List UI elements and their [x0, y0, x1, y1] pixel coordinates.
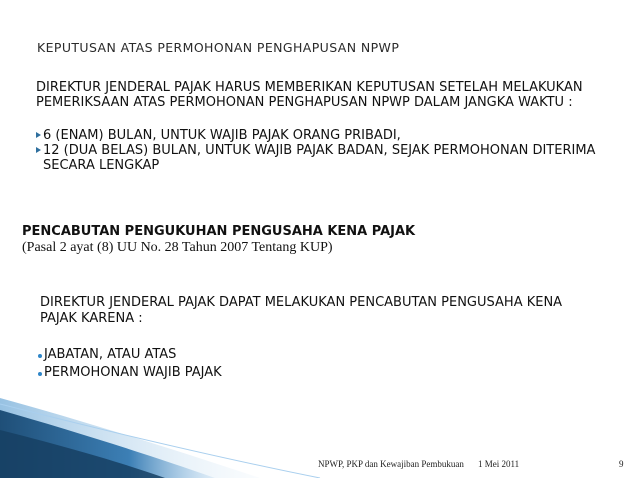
list-item-text: 6 (ENAM) BULAN, UNTUK WAJIB PAJAK ORANG PRIBADI,: [43, 128, 401, 143]
footer-subject: NPWP, PKP dan Kewajiban Pembukuan: [318, 459, 464, 469]
paragraph-penghapusan: DIREKTUR JENDERAL PAJAK HARUS MEMBERIKAN KEPUTUSAN SETELAH MELAKUKAN PEMERIKSAAN ATAS PERMOHONAN PENGHAPUSAN NPWP DALAM JANGKA WAKTU :: [36, 80, 583, 110]
list-item-text: 12 (DUA BELAS) BULAN, UNTUK WAJIB PAJAK BADAN, SEJAK PERMOHONAN DITERIMA SECARA LENGKAP: [43, 143, 596, 173]
list-item-text: JABATAN, ATAU ATAS: [44, 347, 177, 362]
footer-date: 1 Mei 2011: [478, 459, 520, 469]
page-number: 9: [619, 459, 624, 469]
section-heading: PENCABUTAN PENGUKUHAN PENGUSAHA KENA PAJAK: [22, 224, 416, 239]
list-item-text: PERMOHONAN WAJIB PAJAK: [44, 365, 222, 380]
slide-title: KEPUTUSAN ATAS PERMOHONAN PENGHAPUSAN NPWP: [37, 40, 400, 55]
section-reference: (Pasal 2 ayat (8) UU No. 28 Tahun 2007 Tentang KUP): [22, 240, 333, 255]
paragraph-pencabutan: DIREKTUR JENDERAL PAJAK DAPAT MELAKUKAN PENCABUTAN PENGUSAHA KENA PAJAK KARENA :: [40, 295, 563, 326]
